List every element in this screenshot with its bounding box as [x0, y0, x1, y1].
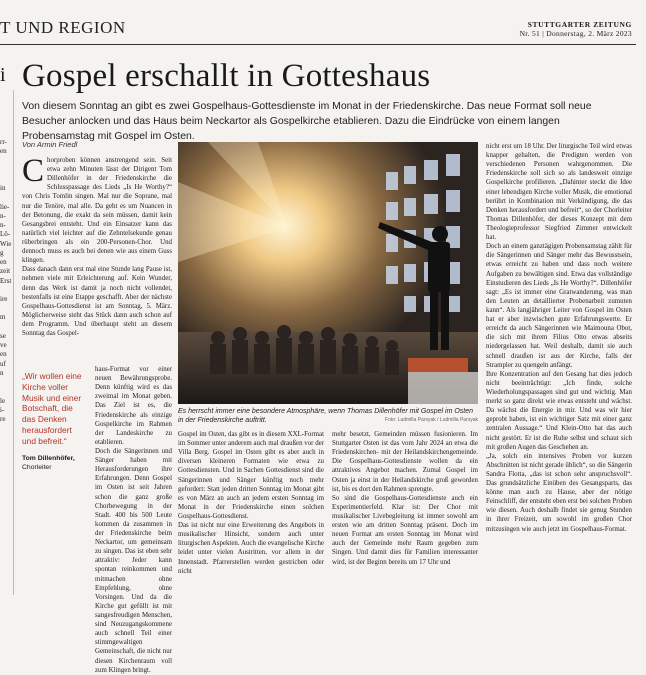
quote-role: Chorleiter — [22, 463, 52, 471]
choir-rehearsal-photo — [178, 142, 478, 404]
quote-author: Tom Dillenhöfer, — [22, 455, 75, 462]
article-headline: Gospel erschallt in Gotteshaus — [22, 58, 431, 94]
article-byline: Von Armin Friedl — [22, 140, 78, 149]
edge-headline-fragment: i — [0, 64, 6, 86]
article-column-1 — [22, 153, 172, 338]
caption-text: Es herrscht immer eine besondere Atmosphäre, wenn Thomas Dillenhöfer mit Gospel im Osten in der Friedenskirche auftritt. — [178, 408, 474, 425]
section-title: T UND REGION — [0, 18, 126, 37]
newspaper-masthead — [520, 20, 632, 39]
edge-text-fragments: rr- en in lie- n- n- Lö- Wie g en zeit Erst ire m se ve en uf n le i- re — [0, 138, 12, 424]
article-column-3: mehr besetzt, Gemeinden müssen fusionieren. Im Stuttgarter Osten ist das vom Jahr 2024 an etwa die Friedenskirchen- mit der Heilandskirchengemeinde. Die Gospelhaus-Gottesdienste wollen da ein attraktives Angebot machen. Zumal Gospel im Osten ja einst in der Heilandskirche groß geworden ist, bis es dort den Rahmen sprengte. So sind die Gospelhaus-Gottesdienste auch ein Experimentierfeld. Klar ist: Der Chor mit musikalischer Livebegleitung ist immer sowohl am ersten wie am dritten Sonntag präsent. Doch im neuen Format am ersten Sonntag im Monat wird auch der Gemeinde mehr Raum gegeben zum Singen. Und damit dies für Familien interessanter wird, ist der Beginn bereits um 17 Uhr und — [332, 431, 478, 566]
article-column-4: nicht erst um 18 Uhr. Der liturgische Teil wird etwas knapper gehalten, die Predigten werden von verschiedenen Personen wahrgenommen. Die Friedenskirche soll sich so als landesweit einzige Gospelkirche profilieren. „Dahinter steckt die Idee einer lebendigen Kirche voller Musik, die emotional berührt in Kombination mit Verkündigung, die das Denken herausfordert und befreit“, so der Chorleiter Thomas Dillenhöfer, der dieses Konzept mit dem Theologieprofessor Siegfried Zimmer entwickelt hat. Doch an einem ganztägigen Probensamstag zählt für die Sängerinnen und Sänger mehr das Bewusstsein, etwas erreicht zu haben und dass noch weitere Aufgaben zu bewältigen sind. Etwa das vollständige Einstudieren des Lieds „Is He Worthy?“. Dillenhöfer sagt: „Es ist immer eine Gratwanderung, was man den Leuten an detaillierter Probenarbeit zumuten kann“. Als langjähriger Leiter von Gospel im Osten hat er aber inzwischen gute Erfahrungswerte. Er erreicht da auch Sängerinnen wie Maimouna Obot, die sich mit ihrem Filius Otto etwas abseits niedergelassen hat. Weil deshalb, damit sie auch schnell draußen ist aus der Kirche, falls der Strampler zu quengeln anfängt. Ihre Konzentration auf den Gesang hat dies jedoch nicht beeinträchtigt: „Ich finde, solche Wiederholungspassagen sind gut und wichtig. Man merkt so ganz direkt wie etwas entsteht und wächst. Da wächst die Energie in mir. Und was wir hier geprobt haben, ist ein wichtiger Satz mit einer ganz zentralen Aussage.“ Und Klein-Otto hat das auch nicht gestört. Er ist die Ruhe selbst und schaut sich mit großen Augen das Geschehen an. „Ja, solch ein intensives Proben vor kurzen Abschnitten ist nicht gerade üblich“, so die Sängerin Sandra Flotta, „das ist schon sehr anspruchsvoll“. Das grundsätzliche Einüben des Gesangsparts, das könne man auch zu Hause, aber der nötige Feinschliff, der entsteht eben erst bei solchen Proben wie diesen. Auch deshalb findet sie genug Stunden in ihrer Freizeit, um sowohl im großen Chor mitzusingen wie auch jetzt im Gospelhaus-Format. — [486, 143, 632, 533]
drop-cap: C — [22, 153, 45, 189]
photo-caption — [178, 407, 478, 425]
photo-credit: Foto: Ludmilla Parsyak / Ludmilla Parsyak — [384, 417, 478, 423]
column-divider — [13, 90, 14, 595]
article-photo — [178, 142, 478, 404]
pull-quote-attribution — [22, 455, 90, 473]
article-column-1-side: haus-Format vor einer neuen Bewährungsprobe. Denn künftig wird es das zweimal im Monat geben. Das Ziel ist es, die Friedenskirche als einzige Gospelkirche im Rahmen der Landeskirche zu etablieren. Doch die Sängerinnen und Sänger haben mit Herausforderungen ihre Erfahrungen. Denn Gospel im Osten ist seit Jahren schon die ganz große Chorbewegung in der Stadt. 400 bis 500 Leute kommen da zusammen in der Friedenskirche beim Neckartor, um gemeinsam zu singen. Das ist eben sehr attraktiv: Jeder kann spontan reinkommen und mitmachen ohne Empfehlung, ohne Vorsingen. Und da die Kirche gut gefüllt ist mit sangesfreudigen Menschen, sind Neuzugangskommene auch schnell Teil einer stimmgewaltigen Gemeinschaft, die nicht nur diesen Kirchenraum voll zum Klingen bringt. — [95, 366, 172, 674]
article-column-2: Gospel im Osten, das gibt es in diesem XXL-Format im Sommer unter anderem auch mal draußen vor der Villa Berg. Gospel im Osten gibt es aber auch in diversen kleineren Formaten wie etwa zu Gottesdiensten. Und in Sachen Gottesdienst sind die Sängerinnen und Sänger künftig noch mehr gefordert: Statt jeden dritten Sonntag im Monat gibt es von März an auch an jedem ersten Sonntag im Monat in der Friedenskirche einen solchen Gospelhaus-Gottesdienst. Das ist nicht nur eine Erweiterung des Angebots in musikalischer Hinsicht, sondern auch unter liturgischen Aspekten. Auch die evangelische Kirche leidet unter vielen Austritten, vor allem in der Innenstadt. Pfarrerstellen werden gestrichen oder nicht — [178, 431, 324, 575]
pull-quote: „Wir wollen eine Kirche voller Musik und einer Botschaft, die das Denken herausfordert und befreit.“ — [22, 371, 82, 446]
article-lead: Von diesem Sonntag an gibt es zwei Gospelhaus-Gottesdienste im Monat in der Friedenskirche. Das neue Format soll neue Besucher anlocken und das Haus beim Neckartor als Gospelkirche etablieren. Dazu die Eindrücke von einem langen Probensamstag mit Gospel im Osten. — [22, 101, 592, 142]
column-1-text: horproben können anstrengend sein. Seit etwa zehn Minuten lässt der Dirigent Tom Dillenhöfer in der Friedenskirche die Schlusspassage des Lieds „Is He Worthy?“ von Chris Tomlin singen. Mal nur die Soprane, mal nur die Tenöre, mal alle. Da geht es um Nuancen in der Betonung, die exakt da sein müssen, damit kein Gesangsbrei entsteht. Und ein Einsatzer kann das natürlich viel leichter auf die Zehntelsekunde genau rüberbringen als ein 200-Personen-Chor. Und dennoch muss es auch bei denen wie aus einem Guss klingen. Dass danach dann erst mal eine Stunde lang Pause ist, nehmen viele mit Erleichterung auf. Kein Wunder, denn das Werk ist damit ja noch nicht vollendet, bestenfalls ist eine Etappe geschafft. Aber der nächste Gospelhaus-Gottesdienst ist am Sonntag, 5. März. Möglicherweise steht das Stück dann auch schon auf dem Programm. Und überhaupt steht an diesem Sonntag das Gospel- — [22, 157, 172, 338]
issue-line: Nr. 51 | Donnerstag, 2. März 2023 — [519, 29, 632, 39]
newspaper-name: STUTTGARTER ZEITUNG — [527, 20, 632, 29]
header-rule — [0, 44, 636, 45]
